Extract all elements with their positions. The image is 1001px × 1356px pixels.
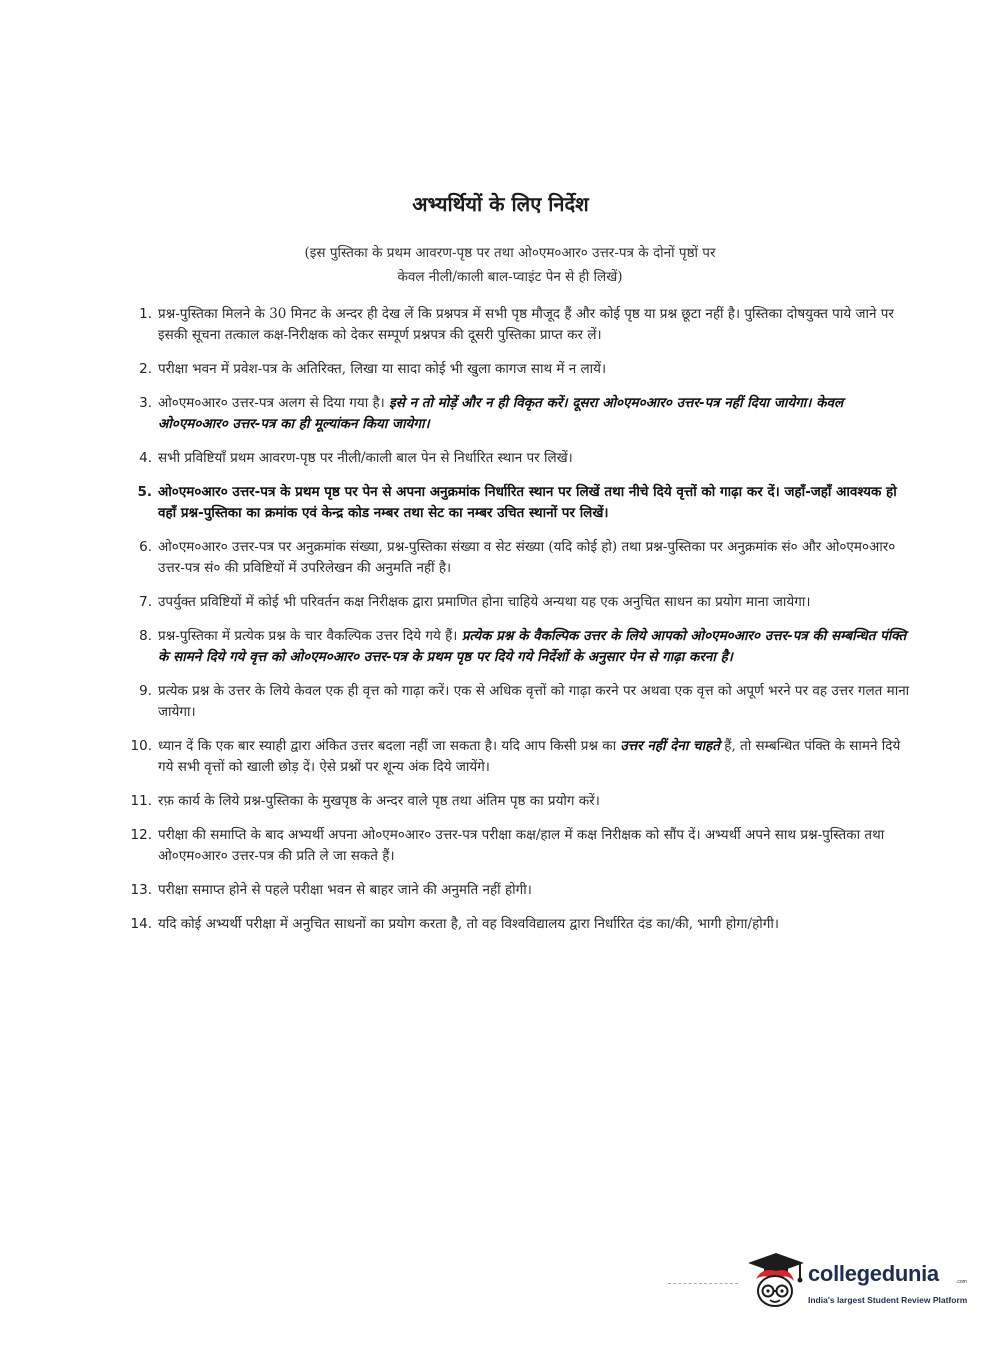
instruction-item: [118, 880, 913, 901]
subtitle-line-1: (इस पुस्तिका के प्रथम आवरण-पृष्ठ पर तथा ओ०एम०आर० उत्तर-पत्र के दोनों पृष्ठों पर: [304, 245, 716, 261]
logo-dash-line: [668, 1283, 738, 1284]
instruction-number: 5.: [137, 484, 152, 500]
instruction-item: [118, 448, 913, 469]
instruction-number: 9.: [139, 683, 152, 699]
instruction-item: [118, 537, 913, 579]
collegedunia-logo[interactable]: [668, 1243, 968, 1323]
instructions-list: [118, 304, 913, 948]
instruction-number: 11.: [130, 793, 152, 809]
instruction-number: 1.: [139, 306, 152, 322]
instruction-text: सभी प्रविष्टियाँ प्रथम आवरण-पृष्ठ पर नीली/काली बाल पेन से निर्धारित स्थान पर लिखें।: [158, 450, 573, 466]
instruction-item: [118, 914, 913, 935]
instruction-text: रफ़ कार्य के लिये प्रश्न-पुस्तिका के मुखपृष्ठ के अन्दर वाले पृष्ठ तथा अंतिम पृष्ठ का प्रयोग करें।: [158, 793, 600, 809]
instruction-item: [118, 592, 913, 613]
instruction-number: 8.: [139, 628, 152, 644]
instruction-text: प्रश्न-पुस्तिका में प्रत्येक प्रश्न के चार वैकल्पिक उत्तर दिये गये हैं।: [158, 628, 458, 644]
logo-wordmark: collegedunia: [808, 1261, 939, 1286]
instruction-text: यदि कोई अभ्यर्थी परीक्षा में अनुचित साधनों का प्रयोग करता है, तो वह विश्वविद्यालय द्वारा निर्धारित दंड का/की, भागी होगा/होगी।: [158, 916, 779, 932]
instruction-number: 4.: [139, 450, 152, 466]
instruction-item: [118, 791, 913, 812]
instruction-emphasis: इसे न तो मोड़ें और न ही विकृत करें। दूसरा ओ०एम०आर० उत्तर-पत्र नहीं दिया जायेगा। केवल ओ०एम०आर० उत्तर-पत्र का ही मूल्यांकन किया जायेगा।: [158, 395, 844, 432]
instruction-item: [118, 681, 913, 723]
instruction-number: 13.: [130, 882, 152, 898]
instruction-item: [118, 825, 913, 867]
instruction-item: [118, 482, 913, 524]
instruction-number: 7.: [139, 594, 152, 610]
instruction-text: परीक्षा की समाप्ति के बाद अभ्यर्थी अपना ओ०एम०आर० उत्तर-पत्र परीक्षा कक्ष/हाल में कक्ष निरीक्षक को सौंप दें। अभ्यर्थी अपने साथ प्रश्न-पुस्तिका तथा ओ०एम०आर० उत्तर-पत्र की प्रति ले जा सकते हैं।: [158, 827, 885, 864]
instruction-number: 2.: [139, 361, 152, 377]
instruction-text: परीक्षा भवन में प्रवेश-पत्र के अतिरिक्त, लिखा या सादा कोई भी खुला कागज साथ में न लायें।: [158, 361, 607, 377]
instruction-text: परीक्षा समाप्त होने से पहले परीक्षा भवन से बाहर जाने की अनुमति नहीं होगी।: [158, 882, 532, 898]
mascot-icon: [742, 1249, 806, 1313]
page-title: अभ्यर्थियों के लिए निर्देश: [412, 192, 589, 216]
instruction-text: ओ०एम०आर० उत्तर-पत्र के प्रथम पृष्ठ पर पेन से अपना अनुक्रमांक निर्धारित स्थान पर लिखें तथा नीचे दिये वृत्तों को गाढ़ा कर दें। जहाँ-जहाँ आवश्यक हो वहाँ प्रश्न-पुस्तिका का क्रमांक एवं केन्द्र कोड नम्बर तथा सेट का नम्बर उचित स्थानों पर लिखें।: [158, 484, 897, 521]
instruction-text: प्रत्येक प्रश्न के उत्तर के लिये केवल एक ही वृत्त को गाढ़ा करें। एक से अधिक वृत्तों को गाढ़ा करने पर अथवा एक वृत्त को अपूर्ण भरने पर वह उत्तर गलत माना जायेगा।: [158, 683, 910, 720]
instruction-emphasis: प्रत्येक प्रश्न के वैकल्पिक उत्तर के लिये आपको ओ०एम०आर० उत्तर-पत्र की सम्बन्धित पंक्ति के सामने दिये गये वृत्त को ओ०एम०आर० उत्तर-पत्र के प्रथम पृष्ठ पर दिये गये निर्देशों के अनुसार पेन से गाढ़ा करना है।: [158, 628, 907, 665]
logo-tagline: India's largest Student Review Platform: [808, 1295, 968, 1305]
subtitle-line-2: केवल नीली/काली बाल-प्वाइंट पेन से ही लिखें): [397, 269, 623, 285]
instruction-text: प्रश्न-पुस्तिका मिलने के 30 मिनट के अन्दर ही देख लें कि प्रश्नपत्र में सभी पृष्ठ मौजूद हैं और कोई पृष्ठ या प्रश्न छूटा नहीं है। पुस्तिका दोषयुक्त पाये जाने पर इसकी सूचना तत्काल कक्ष-निरीक्षक को देकर सम्पूर्ण प्रश्नपत्र की दूसरी पुस्तिका प्राप्त कर लें।: [158, 306, 894, 343]
instruction-text: ध्यान दें कि एक बार स्याही द्वारा अंकित उत्तर बदला नहीं जा सकता है। यदि आप किसी प्रश्न का: [158, 738, 617, 754]
instruction-item: [118, 626, 913, 668]
logo-domain-suffix: .com: [956, 1279, 967, 1285]
instruction-number: 6.: [139, 539, 152, 555]
instruction-number: 12.: [130, 827, 152, 843]
instruction-number: 10.: [130, 738, 152, 754]
instruction-text: ओ०एम०आर० उत्तर-पत्र अलग से दिया गया है।: [158, 395, 385, 411]
instruction-text: उपर्युक्त प्रविष्टियों में कोई भी परिवर्तन कक्ष निरीक्षक द्वारा प्रमाणित होना चाहिये अन्यथा यह एक अनुचित साधन का प्रयोग माना जायेगा।: [158, 594, 811, 610]
instruction-text-continued: हैं, तो सम्बन्धित पंक्ति के सामने दिये गये सभी वृत्तों को खाली छोड़ दें। ऐसे प्रश्नों पर शून्य अंक दिये जायेंगे।: [158, 738, 901, 775]
instruction-number: 14.: [130, 916, 152, 932]
instruction-number: 3.: [139, 395, 152, 411]
subtitle: [180, 241, 840, 289]
instruction-text: ओ०एम०आर० उत्तर-पत्र पर अनुक्रमांक संख्या, प्रश्न-पुस्तिका संख्या व सेट संख्या (यदि कोई हो) तथा प्रश्न-पुस्तिका पर अनुक्रमांक सं० और ओ०एम०आर० उत्तर-पत्र सं० की प्रविष्टियों में उपरिलेखन की अनुमति नहीं है।: [158, 539, 896, 576]
instruction-item: [118, 304, 913, 346]
instruction-item: [118, 359, 913, 380]
instruction-item: [118, 736, 913, 778]
instruction-item: [118, 393, 913, 435]
instruction-emphasis: उत्तर नहीं देना चाहते: [620, 738, 720, 754]
